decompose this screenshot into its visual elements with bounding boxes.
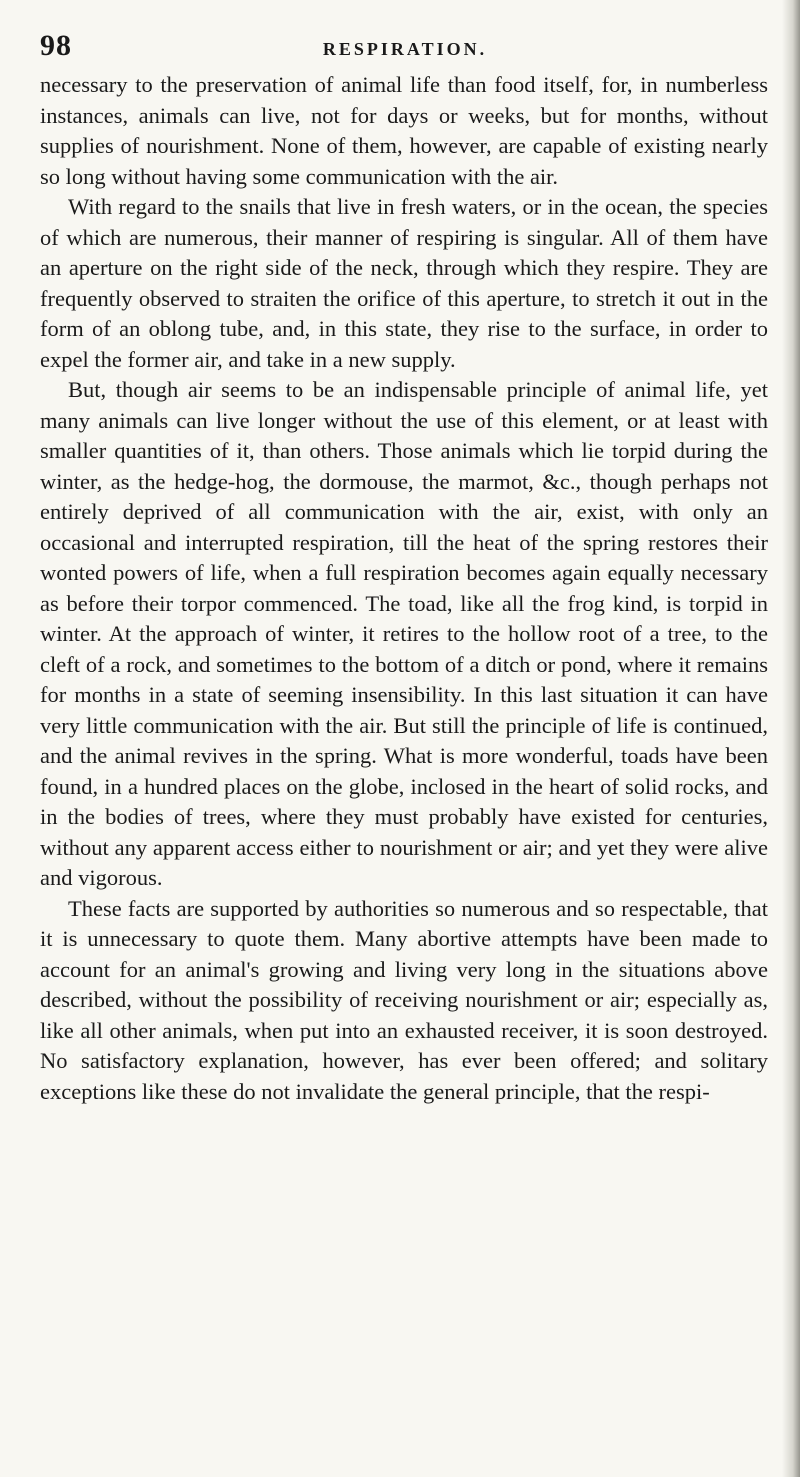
running-head: RESPIRATION. xyxy=(322,39,488,59)
paragraph-continued: necessary to the preservation of animal life than food itself, for, in numberless instances, animals can live, not for days or weeks, but for months, without supplies of nourishment. None of them, however, are capable of existing nearly so long without having some communication with the air. xyxy=(40,72,768,189)
page-edge-shadow xyxy=(782,0,800,1477)
body-text xyxy=(40,70,768,1107)
paragraph-snails: With regard to the snails that live in fresh waters, or in the ocean, the species of which are numerous, their manner of respiring is singular. All of them have an aperture on the right side of the neck, through which they respire. They are frequently observed to straiten the orifice of this aperture, to stretch it out in the form of an oblong tube, and, in this state, they rise to the surface, in order to expel the former air, and take in a new supply. xyxy=(40,194,768,372)
page-number: 98 xyxy=(40,29,72,62)
paragraph-torpid-animals: But, though air seems to be an indispensable principle of animal life, yet many animals can live longer without the use of this element, or at least with smaller quantities of it, than others. Those animals which lie torpid during the winter, as the hedge-hog, the dormouse, the marmot, &c., though perhaps not entirely deprived of all communication with the air, exist, with only an occasional and interrupted respiration, till the heat of the spring restores their wonted powers of life, when a full respiration becomes again equally necessary as before their torpor commenced. The toad, like all the frog kind, is torpid in winter. At the approach of winter, it retires to the hollow root of a tree, to the cleft of a rock, and sometimes to the bottom of a ditch or pond, where it remains for months in a state of seeming insensibility. In this last situation it can have very little communication with the air. But still the principle of life is continued, and the animal revives in the spring. What is more wonderful, toads have been found, in a hundred places on the globe, inclosed in the heart of solid rocks, and in the bodies of trees, where they must probably have existed for centuries, without any apparent access either to nourishment or air; and yet they were alive and vigorous. xyxy=(40,377,768,890)
paragraph-facts: These facts are supported by authorities so numerous and so respectable, that it is unnecessary to quote them. Many abortive attempts have been made to account for an animal's growing and living very long in the situations above described, without the possibility of receiving nourishment or air; especially as, like all other animals, when put into an exhausted receiver, it is soon destroyed. No satisfactory explanation, however, has ever been offered; and solitary exceptions like these do not invalidate the general principle, that the respi- xyxy=(40,895,768,1104)
page-header xyxy=(40,28,770,68)
